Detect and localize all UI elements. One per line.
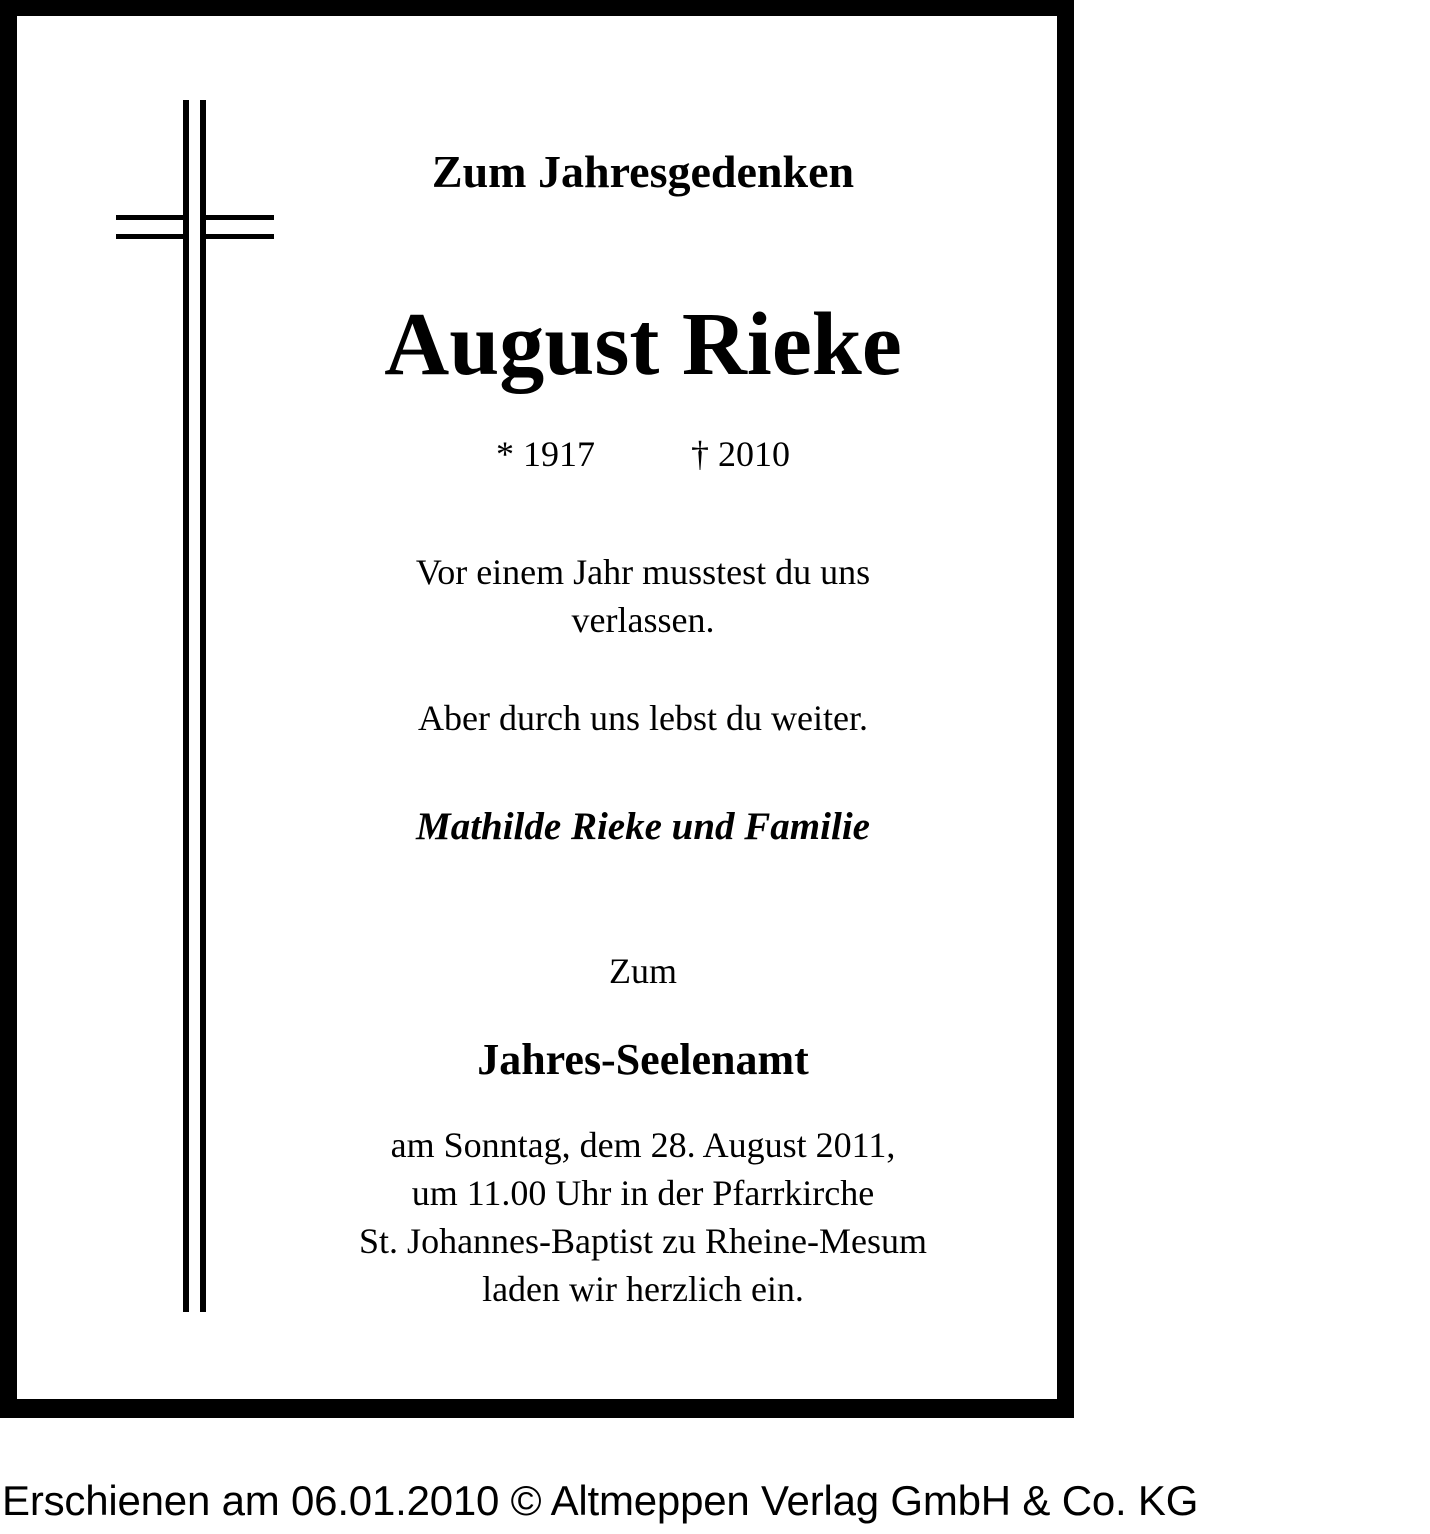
deceased-name: August Rieke <box>384 295 902 394</box>
family-signature: Mathilde Rieke und Familie <box>416 805 870 848</box>
notice-heading: Zum Jahresgedenken <box>431 146 855 197</box>
service-line: St. Johannes-Baptist zu Rheine-Mesum <box>359 1221 927 1261</box>
message-line: verlassen. <box>571 600 715 640</box>
cross-icon <box>116 100 274 1312</box>
invite-intro: Zum <box>609 951 677 991</box>
publication-footer: Erschienen am 06.01.2010 © Altmeppen Verlag GmbH & Co. KG <box>2 1477 1199 1524</box>
service-line: laden wir herzlich ein. <box>482 1269 804 1309</box>
message-line: Aber durch uns lebst du weiter. <box>418 698 868 738</box>
life-dates <box>280 436 1006 472</box>
death-year: † 2010 <box>691 434 790 474</box>
service-line: um 11.00 Uhr in der Pfarrkirche <box>411 1173 875 1213</box>
birth-year: * 1917 <box>496 434 595 474</box>
service-title: Jahres-Seelenamt <box>477 1035 809 1084</box>
message-line: Vor einem Jahr musstest du uns <box>415 552 871 592</box>
service-line: am Sonntag, dem 28. August 2011, <box>390 1125 896 1165</box>
